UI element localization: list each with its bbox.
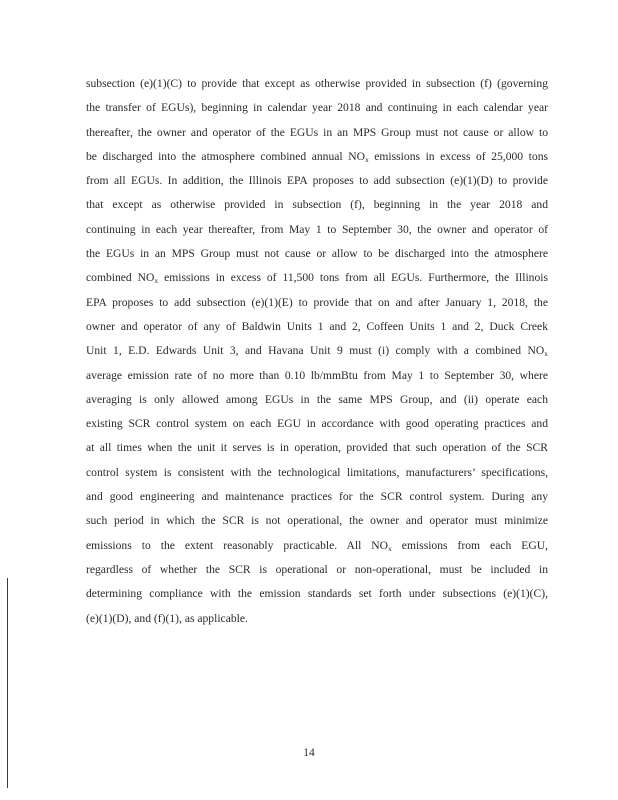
text-segment: emissions in excess of 25,000 tons bbox=[368, 149, 548, 163]
text-segment: from all EGUs. In addition, the Illinois EPA proposes to add subsection (e)(1)(D) to provide bbox=[86, 174, 548, 188]
text-line bbox=[86, 291, 548, 315]
text-line bbox=[86, 534, 548, 558]
text-segment: emissions from each EGU, bbox=[391, 538, 549, 552]
text-segment: the transfer of EGUs), beginning in calendar year 2018 and continuing in each calendar year bbox=[86, 101, 548, 115]
text-line bbox=[86, 364, 548, 388]
text-line bbox=[86, 121, 548, 145]
text-segment: subsection (e)(1)(C) to provide that except as otherwise provided in subsection (f) (governing bbox=[86, 77, 548, 90]
text-segment: such period in which the SCR is not operational, the owner and operator must minimize bbox=[86, 514, 548, 528]
text-segment: control system is consistent with the technological limitations, manufacturers’ specifications, bbox=[86, 465, 548, 479]
text-line bbox=[86, 145, 548, 169]
text-line bbox=[86, 315, 548, 339]
text-line bbox=[86, 193, 548, 217]
text-segment: and good engineering and maintenance practices for the SCR control system. During any bbox=[86, 490, 548, 504]
text-segment: thereafter, the owner and operator of the EGUs in an MPS Group must not cause or allow to bbox=[86, 125, 548, 139]
subscript: x bbox=[388, 543, 392, 553]
text-segment: (e)(1)(D), and (f)(1), as applicable. bbox=[86, 611, 248, 625]
text-line bbox=[86, 461, 548, 485]
text-segment: averaging is only allowed among EGUs in the same MPS Group, and (ii) operate each bbox=[86, 392, 548, 406]
text-segment: existing SCR control system on each EGU in accordance with good operating practices and bbox=[86, 417, 548, 431]
text-segment: regardless of whether the SCR is operational or non-operational, must be included in bbox=[86, 562, 548, 576]
text-segment: emissions to the extent reasonably practicable. All NO bbox=[86, 538, 389, 552]
text-line bbox=[86, 582, 548, 606]
subscript: x bbox=[364, 154, 369, 164]
text-segment: Unit 1, E.D. Edwards Unit 3, and Havana Unit 9 must (i) comply with a combined NO bbox=[86, 344, 545, 358]
page-number: 14 bbox=[303, 747, 315, 759]
text-line bbox=[86, 436, 548, 460]
text-line bbox=[86, 72, 548, 96]
text-line bbox=[86, 266, 548, 290]
text-segment: combined NO bbox=[86, 271, 155, 285]
subscript: x bbox=[154, 276, 159, 286]
text-line bbox=[86, 558, 548, 582]
text-segment: average emission rate of no more than 0.10 lb/mmBtu from May 1 to September 30, where bbox=[86, 368, 548, 382]
text-line bbox=[86, 412, 548, 436]
body-paragraph bbox=[86, 72, 548, 631]
text-line bbox=[86, 388, 548, 412]
text-line bbox=[86, 96, 548, 120]
text-segment: at all times when the unit it serves is in operation, provided that such operation of the SCR bbox=[86, 441, 548, 455]
text-segment: emissions in excess of 11,500 tons from all EGUs. Furthermore, the Illinois bbox=[158, 271, 548, 285]
text-line bbox=[86, 169, 548, 193]
text-line bbox=[86, 339, 548, 363]
subscript: x bbox=[544, 349, 548, 359]
text-segment: owner and operator of any of Baldwin Units 1 and 2, Coffeen Units 1 and 2, Duck Creek bbox=[86, 319, 548, 333]
text-line bbox=[86, 607, 548, 631]
text-line bbox=[86, 242, 548, 266]
text-segment: EPA proposes to add subsection (e)(1)(E) to provide that on and after January 1, 2018, the bbox=[86, 295, 548, 309]
text-line bbox=[86, 485, 548, 509]
text-segment: be discharged into the atmosphere combined annual NO bbox=[86, 149, 365, 163]
text-segment: the EGUs in an MPS Group must not cause or allow to be discharged into the atmosphere bbox=[86, 247, 548, 261]
text-segment: that except as otherwise provided in subsection (f), beginning in the year 2018 and bbox=[86, 198, 548, 212]
text-segment: continuing in each year thereafter, from May 1 to September 30, the owner and operator of bbox=[86, 222, 548, 236]
text-segment: determining compliance with the emission standards set forth under subsections (e)(1)(C), bbox=[86, 587, 548, 601]
text-line bbox=[86, 218, 548, 242]
text-line bbox=[86, 509, 548, 533]
